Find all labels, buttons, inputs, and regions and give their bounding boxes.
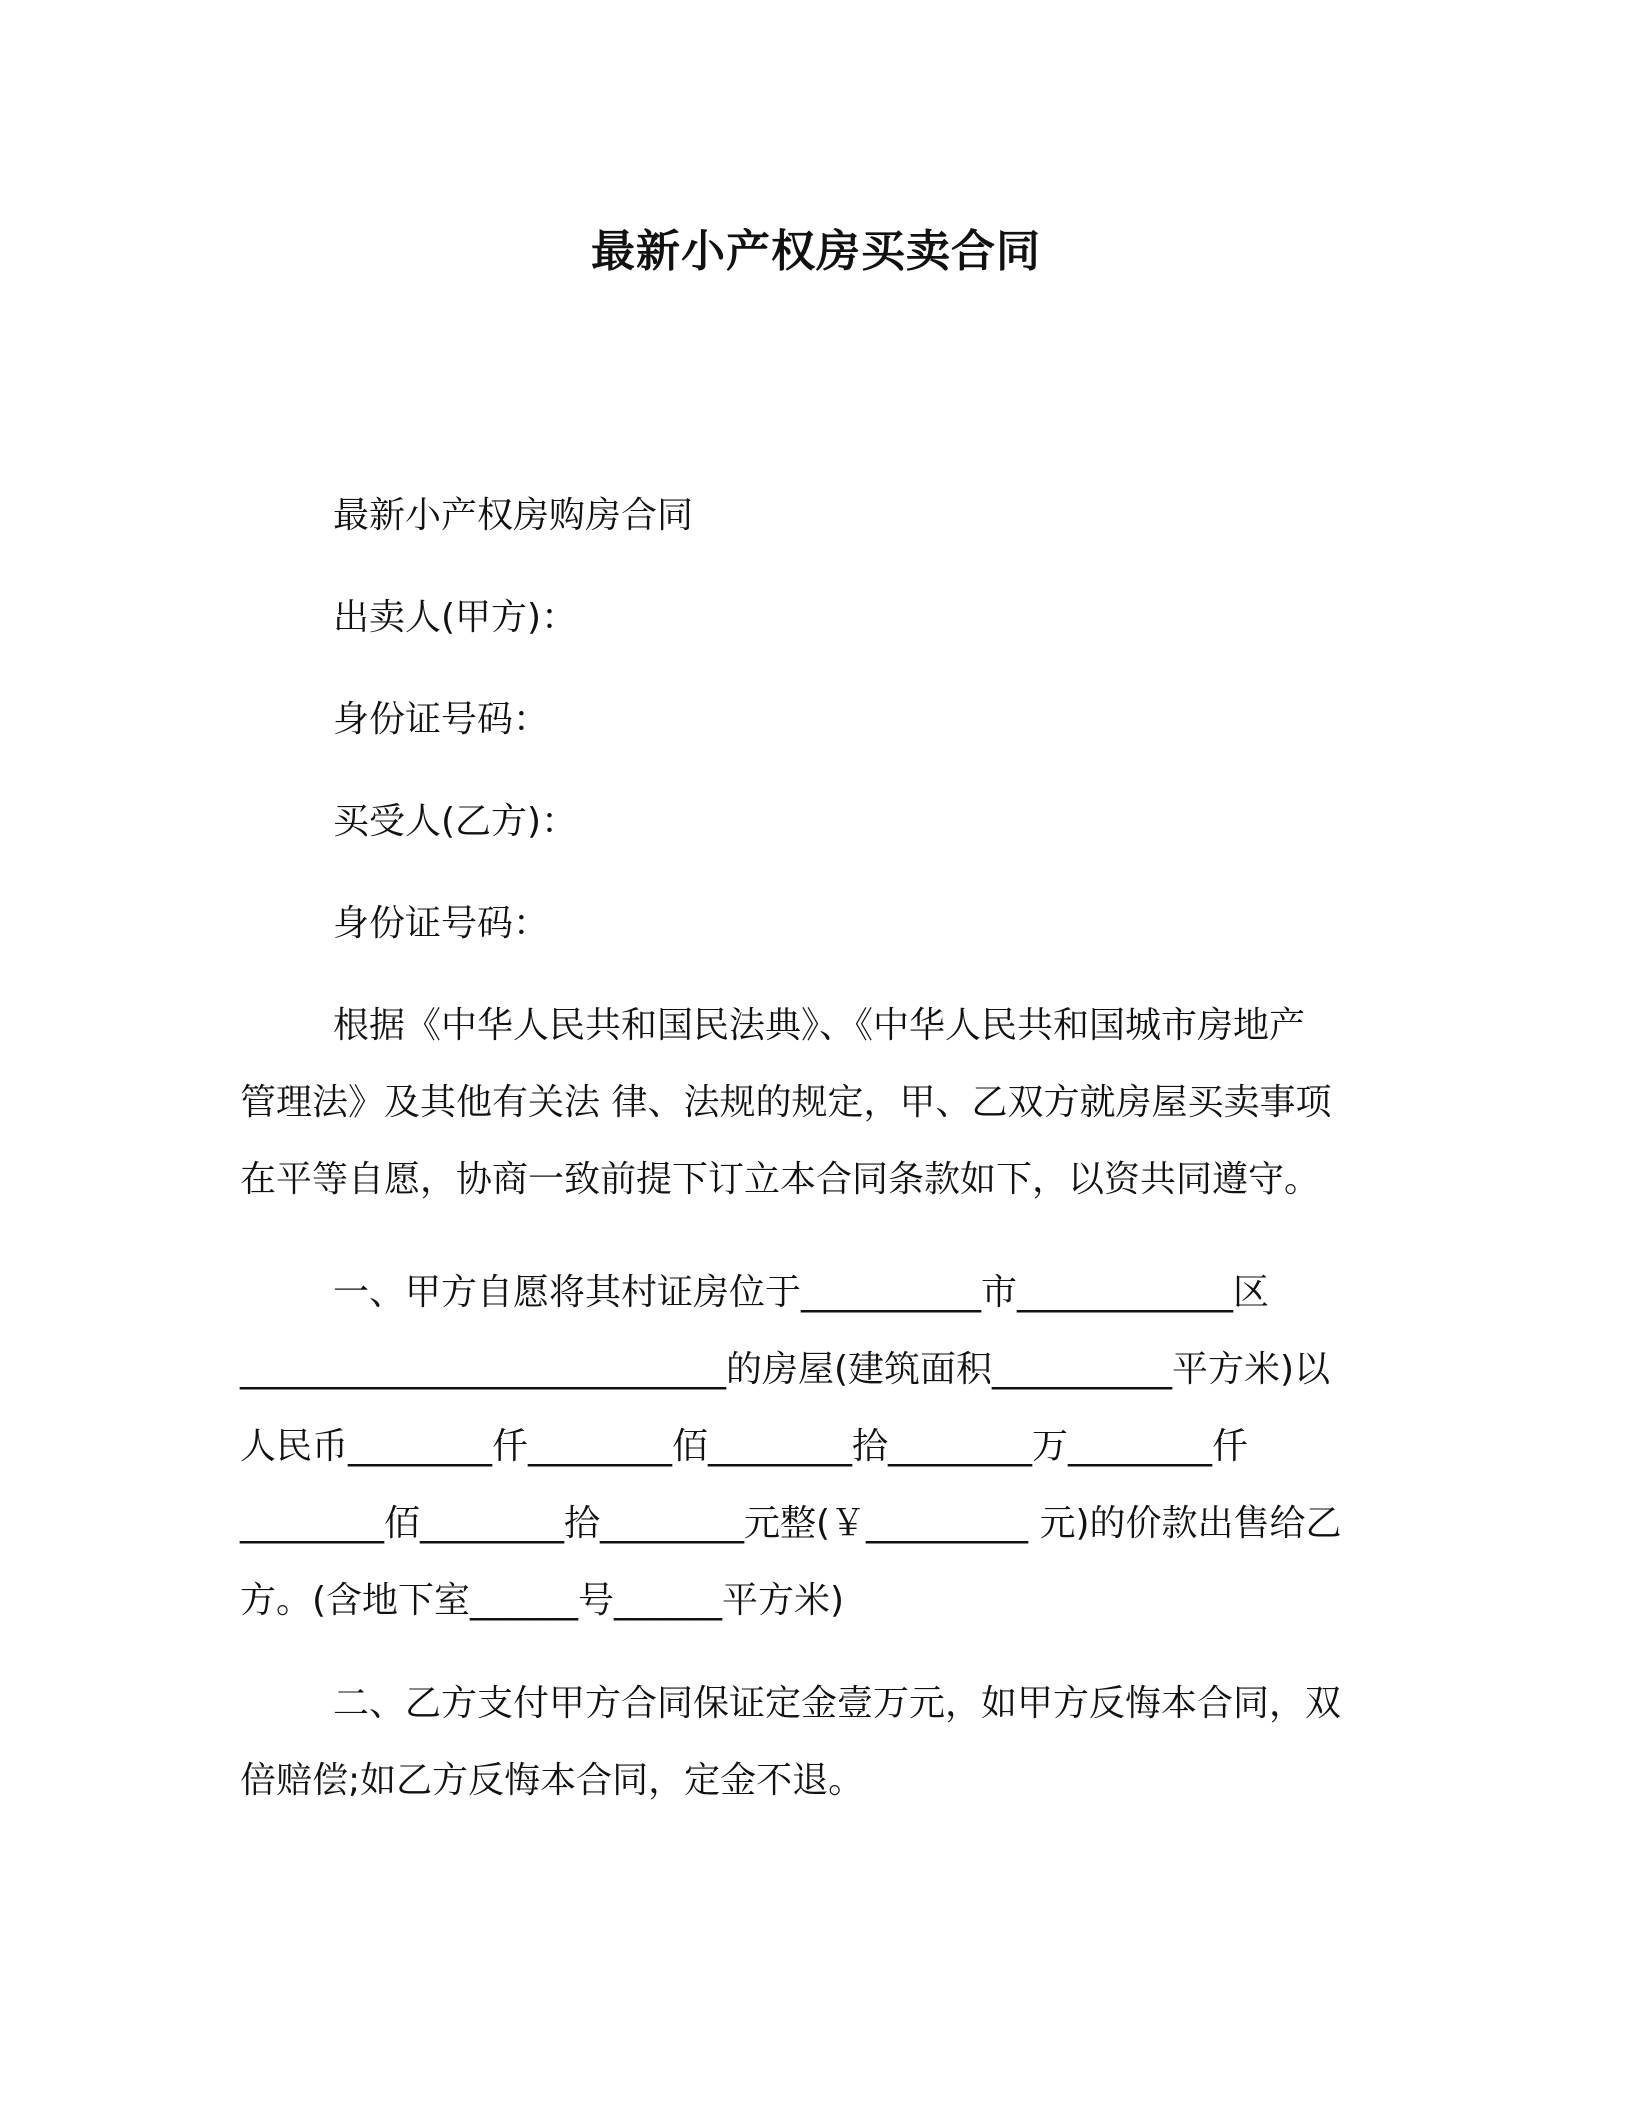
clause1-line-4: ________佰________拾________元整(￥_________ 元)的价款出售给乙 (240, 1503, 1342, 1544)
clause1-line-2: ___________________________的房屋(建筑面积__________平方米)以 (240, 1349, 1331, 1390)
preamble-line-1: 根据《中华人民共和国民法典》、《中华人民共和国城市房地产 (333, 1005, 1306, 1046)
buyer-id-label: 身份证号码： (333, 903, 550, 944)
clause1-line-5: 方。(含地下室______号______平方米) (240, 1580, 845, 1621)
buyer-label: 买受人(乙方)： (333, 801, 578, 842)
preamble-line-3: 在平等自愿，协商一致前提下订立本合同条款如下，以资共同遵守。 (240, 1159, 1321, 1200)
clause2-line-1: 二、乙方支付甲方合同保证定金壹万元，如甲方反悔本合同，双 (333, 1683, 1342, 1724)
document-title: 最新小产权房买卖合同 (591, 226, 1041, 277)
clause2-line-2: 倍赔偿;如乙方反悔本合同，定金不退。 (240, 1760, 865, 1801)
clause1-line-1: 一、甲方自愿将其村证房位于__________市____________区 (333, 1272, 1270, 1313)
seller-label: 出卖人(甲方)： (333, 597, 578, 638)
clause1-line-3: 人民币________仟________佰________拾________万________仟 (240, 1426, 1249, 1467)
contract-subtitle: 最新小产权房购房合同 (333, 495, 694, 536)
preamble-line-2: 管理法》及其他有关法 律、法规的规定，甲、乙双方就房屋买卖事项 (240, 1082, 1332, 1123)
seller-id-label: 身份证号码： (333, 699, 550, 740)
